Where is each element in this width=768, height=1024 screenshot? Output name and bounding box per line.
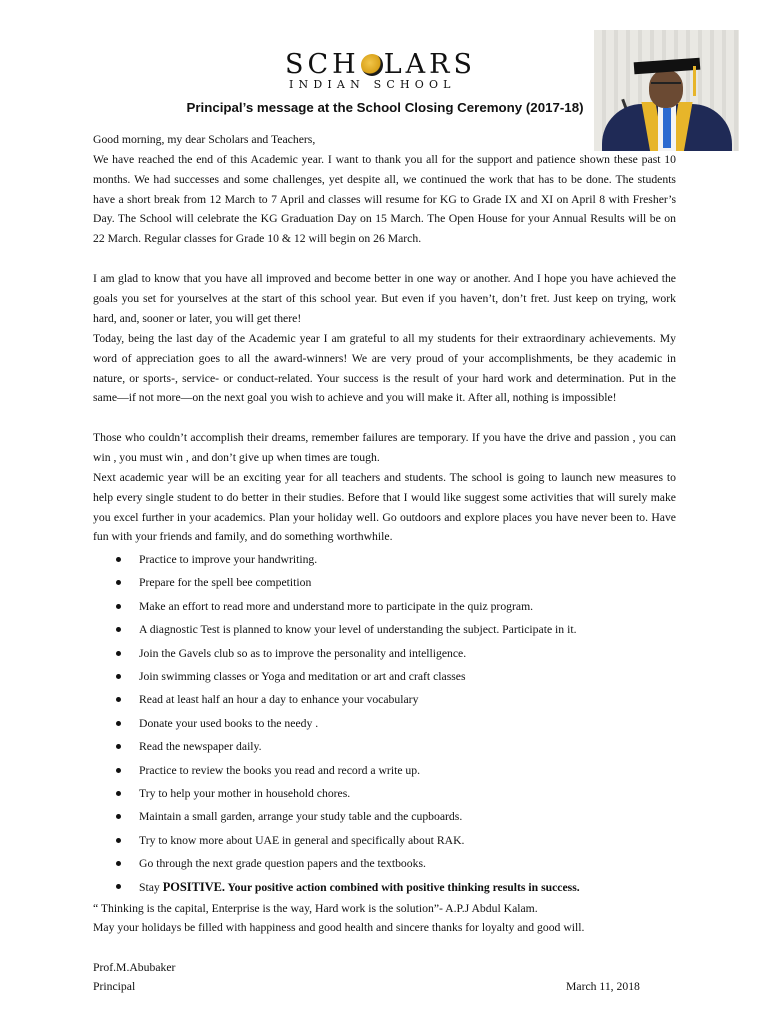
- paragraph-text: Those who couldn’t accomplish their dreams, remember failures are temporary. If you have the drive and passion , you can win , you must win , and don’t give up when times are tough.: [93, 431, 676, 464]
- list-item: Make an effort to read more and understand more to participate in the quiz program.: [116, 597, 676, 620]
- list-item: Practice to improve your handwriting.: [116, 550, 676, 573]
- logo-text-part2: LARS: [383, 49, 476, 80]
- bullet-icon: [116, 651, 121, 656]
- bullet-icon: [116, 744, 121, 749]
- greeting: Good morning, my dear Scholars and Teachers,: [93, 133, 316, 146]
- paragraph-1: [93, 150, 676, 249]
- logo-text-part1: SCH: [285, 49, 360, 80]
- list-item: Prepare for the spell bee competition: [116, 573, 676, 596]
- list-item: Join swimming classes or Yoga and meditation or art and craft classes: [116, 667, 676, 690]
- list-item: Maintain a small garden, arrange your study table and the cupboards.: [116, 807, 676, 830]
- bullet-icon: [116, 557, 121, 562]
- bullet-icon: [116, 861, 121, 866]
- bullet-icon: [116, 814, 121, 819]
- bullet-icon: [116, 884, 121, 889]
- list-item: Try to know more about UAE in general and specifically about RAK.: [116, 831, 676, 854]
- signature-date: March 11, 2018: [566, 980, 640, 993]
- bullet-icon: [116, 697, 121, 702]
- paragraph-text: Today, being the last day of the Academic year I am grateful to all my students for their extraordinary achievements. My word of appreciation goes to all the award-winners! We are very proud of your accomplishments, be they academic in nature, or sports-, service- or conduct-related. Your success is the result of your hard work and determination. Put in the same—if not more—on the next goal you wish to achieve and you will make it. After all, nothing is impossible!: [93, 332, 676, 405]
- bullet-icon: [116, 768, 121, 773]
- signature-name: Prof.M.Abubaker: [93, 961, 176, 974]
- bullet-icon: [116, 674, 121, 679]
- bullet-icon: [116, 580, 121, 585]
- bullet-icon: [116, 604, 121, 609]
- activity-list: [116, 550, 676, 901]
- list-item: Try to help your mother in household chores.: [116, 784, 676, 807]
- bullet-icon: [116, 627, 121, 632]
- paragraph-text: We have reached the end of this Academic year. I want to thank you all for the support and patience shown these past 10 months. We had successes and some challenges, yet despite all, we continued the work that has to be done. The students have a short break from 12 March to 7 April and classes will resume for KG to Grade IX and XI on April 8 with Fresher’s Day. The School will celebrate the KG Graduation Day on 15 March. The Open House for your Annual Results will be on 22 March. Regular classes for Grade 10 & 12 will begin on 26 March.: [93, 153, 676, 246]
- quote: “ Thinking is the capital, Enterprise is the way, Hard work is the solution”- A.P.J Abdul Kalam.: [93, 902, 538, 915]
- bullet-icon: [116, 721, 121, 726]
- school-logo: [285, 49, 495, 92]
- list-item: Go through the next grade question papers and the textbooks.: [116, 854, 676, 877]
- paragraph-2: [93, 269, 676, 328]
- list-item: Donate your used books to the needy .: [116, 714, 676, 737]
- logo-wordmark: [285, 49, 495, 80]
- signature-role: Principal: [93, 980, 136, 993]
- list-item: Join the Gavels club so as to improve the personality and intelligence.: [116, 644, 676, 667]
- list-item-positive: Stay POSITIVE. Your positive action combined with positive thinking results in success.: [116, 877, 676, 900]
- list-item: Practice to review the books you read and record a write up.: [116, 761, 676, 784]
- globe-icon: [361, 54, 383, 76]
- list-item: A diagnostic Test is planned to know your level of understanding the subject. Participate in it.: [116, 620, 676, 643]
- logo-subtitle: INDIAN SCHOOL: [289, 78, 456, 91]
- page-title: Principal’s message at the School Closing Ceremony (2017-18): [186, 100, 584, 115]
- list-item: Read the newspaper daily.: [116, 737, 676, 760]
- paragraph-4: [93, 428, 676, 468]
- paragraph-text: Next academic year will be an exciting year for all teachers and students. The school is going to launch new measures to help every single student to do better in their studies. Before that I would like suggest some activities that will surely make you excel further in your academics. Plan your holiday well. Go outdoors and explore places you have never been to. Have fun with your friends and family, and do something worthwhile.: [93, 471, 676, 544]
- bullet-icon: [116, 838, 121, 843]
- bullet-icon: [116, 791, 121, 796]
- paragraph-5: [93, 468, 676, 547]
- paragraph-3: [93, 329, 676, 408]
- paragraph-text: I am glad to know that you have all improved and become better in one way or another. And I hope you have achieved the goals you set for yourselves at the start of this school year. But even if you haven’t, don’t fret. Just keep on trying, work hard, and, sooner or later, you will get there!: [93, 272, 676, 325]
- list-item: Read at least half an hour a day to enhance your vocabulary: [116, 690, 676, 713]
- closing-line: May your holidays be filled with happiness and good health and sincere thanks for loyalty and good will.: [93, 921, 585, 934]
